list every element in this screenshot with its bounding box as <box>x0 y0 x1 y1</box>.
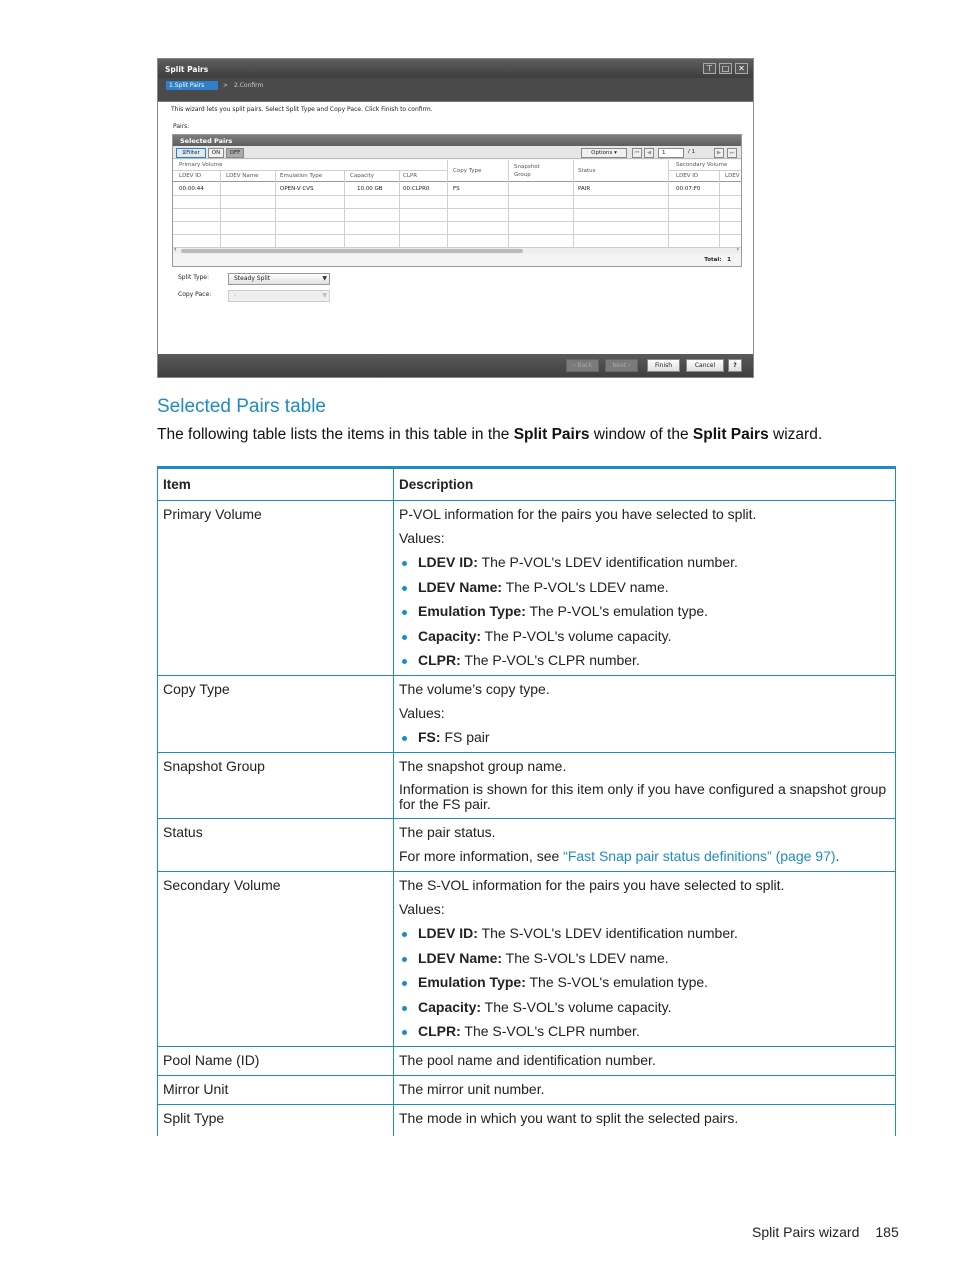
cell-s-ldev-id: 00:07:F0 <box>676 186 701 192</box>
col-capacity[interactable]: Capacity <box>350 173 375 179</box>
col-ldev-id[interactable]: LDEV ID <box>179 173 202 179</box>
value-key: Capacity: <box>418 627 482 644</box>
description-text: The S-VOL information for the pairs you have selected to split. <box>399 877 785 893</box>
list-item <box>399 999 890 1016</box>
description-cell: The pool name and identification number. <box>394 1047 896 1076</box>
cell-copy-type: FS <box>453 186 460 192</box>
description-text: Information is shown for this item only if you have configured a snapshot group for the FS pair. <box>399 781 887 812</box>
lead-bold: Split Pairs <box>513 426 590 443</box>
item-cell: Primary Volume <box>158 501 394 676</box>
item-cell: Mirror Unit <box>158 1076 394 1105</box>
value-text: The P-VOL's CLPR number. <box>460 652 640 668</box>
value-text: FS pair <box>440 729 490 745</box>
cancel-button[interactable]: Cancel <box>686 359 724 372</box>
description-text: For more information, see <box>399 848 564 864</box>
list-item <box>399 974 890 991</box>
value-key: Capacity: <box>418 998 482 1015</box>
selected-pairs-table <box>157 466 896 1136</box>
value-key: CLPR: <box>418 652 461 668</box>
value-text: The S-VOL's CLPR number. <box>460 1023 640 1039</box>
total-count <box>704 257 731 263</box>
window-title: Split Pairs <box>158 59 753 78</box>
table-row <box>158 1047 896 1076</box>
table-row <box>158 1105 896 1136</box>
table-row <box>158 1076 896 1105</box>
step-separator: > <box>223 82 229 89</box>
value-key: LDEV Name: <box>418 949 503 966</box>
item-cell: Copy Type <box>158 676 394 753</box>
copy-pace-label: Copy Pace: <box>178 291 212 298</box>
finish-button[interactable]: Finish <box>647 359 680 372</box>
value-key: LDEV ID: <box>418 925 478 941</box>
section-title: Selected Pairs table <box>157 396 326 417</box>
page-footer <box>752 1224 899 1240</box>
panel-toolbar <box>173 146 741 159</box>
cell-ldev-id: 00:00:44 <box>179 186 204 192</box>
copy-pace-value: - <box>234 292 237 299</box>
description-cell <box>394 872 896 1047</box>
table-row <box>158 501 896 676</box>
last-page-icon[interactable]: ⏭ <box>727 148 737 158</box>
next-page-icon[interactable]: ▶ <box>714 148 724 158</box>
split-type-label: Split Type: <box>178 274 210 281</box>
value-text: The S-VOL's emulation type. <box>525 974 709 990</box>
item-cell: Pool Name (ID) <box>158 1047 394 1076</box>
description-cell <box>394 753 896 819</box>
scroll-thumb[interactable] <box>181 249 523 253</box>
pin-icon[interactable]: ⊤ <box>703 63 716 74</box>
chevron-down-icon: ▼ <box>322 292 327 299</box>
item-cell: Split Type <box>158 1105 394 1136</box>
value-text: The P-VOL's emulation type. <box>525 603 709 619</box>
table-row <box>158 676 896 753</box>
total-label: Total: <box>704 257 722 263</box>
value-text: The P-VOL's LDEV identification number. <box>477 554 738 570</box>
page-number: 185 <box>875 1224 899 1240</box>
lead-text: wizard. <box>768 426 823 443</box>
lead-text: window of the <box>589 426 693 443</box>
wizard-footer <box>158 354 753 377</box>
item-cell: Status <box>158 819 394 872</box>
col-emulation-type[interactable]: Emulation Type <box>280 173 323 179</box>
value-text: The S-VOL's volume capacity. <box>481 998 672 1015</box>
description-text: Values: <box>399 705 445 721</box>
first-page-icon[interactable]: ⏮ <box>632 148 642 158</box>
status-definitions-link[interactable]: “Fast Snap pair status definitions” (page 97) <box>563 848 836 864</box>
filter-button[interactable]: ⧖Filter <box>176 148 206 158</box>
list-item <box>399 554 890 571</box>
step-split-pairs: 1.Split Pairs <box>166 81 218 90</box>
list-item <box>399 729 890 746</box>
description-text: The snapshot group name. <box>399 758 567 774</box>
prev-page-icon[interactable]: ◀ <box>644 148 654 158</box>
description-text: Values: <box>399 901 445 917</box>
description-text: Values: <box>399 530 445 546</box>
value-text: The S-VOL's LDEV identification number. <box>477 925 738 941</box>
col-s-ldev-name[interactable]: LDEV <box>725 173 740 179</box>
list-item <box>399 652 890 669</box>
pairs-grid <box>173 160 741 248</box>
wizard-steps <box>158 78 753 102</box>
list-item <box>399 603 890 620</box>
cell-capacity: 10.00 GB <box>357 186 383 192</box>
list-item <box>399 628 890 645</box>
value-key: LDEV ID: <box>418 554 478 570</box>
value-key: CLPR: <box>418 1023 461 1039</box>
help-button[interactable]: ? <box>728 359 742 372</box>
col-s-ldev-id[interactable]: LDEV ID <box>676 173 699 179</box>
table-row <box>158 872 896 1047</box>
value-text: The P-VOL's LDEV name. <box>502 578 669 595</box>
col-snapshot-group[interactable]: Snapshot Group <box>514 164 540 178</box>
panel-title: Selected Pairs <box>173 135 741 146</box>
item-cell: Secondary Volume <box>158 872 394 1047</box>
chevron-down-icon: ▼ <box>322 275 327 282</box>
cell-clpr: 00:CLPR0 <box>403 186 430 192</box>
primary-volume-header: Primary Volume <box>179 162 223 168</box>
header-description: Description <box>394 468 896 501</box>
pairs-label: Pairs: <box>173 123 190 130</box>
col-copy-type[interactable]: Copy Type <box>453 168 482 174</box>
scroll-right-icon[interactable]: › <box>736 246 739 253</box>
description-text <box>399 848 890 865</box>
description-cell <box>394 819 896 872</box>
step-confirm: 2.Confirm <box>234 82 264 89</box>
split-type-value: Steady Split <box>234 275 271 282</box>
lead-text: The following table lists the items in this table in the <box>157 426 514 443</box>
description-text: P-VOL information for the pairs you have selected to split. <box>399 506 757 522</box>
copy-pace-select[interactable] <box>228 290 330 302</box>
value-text: The S-VOL's LDEV name. <box>502 949 669 966</box>
description-cell <box>394 676 896 753</box>
value-key: Emulation Type: <box>418 974 526 990</box>
description-text: . <box>835 848 840 864</box>
wizard-body <box>158 102 753 354</box>
col-clpr[interactable]: CLPR <box>403 173 418 179</box>
filter-on-button[interactable]: ON <box>208 148 224 158</box>
description-cell <box>394 501 896 676</box>
table-header-row <box>158 468 896 501</box>
back-button[interactable]: ‹ Back <box>566 359 599 372</box>
page-input[interactable]: 1 <box>658 148 684 158</box>
item-cell: Snapshot Group <box>158 753 394 819</box>
list-item <box>399 925 890 942</box>
split-type-select[interactable] <box>228 273 330 285</box>
list-item <box>399 950 890 967</box>
description-text: The volume’s copy type. <box>399 681 550 697</box>
maximize-icon[interactable]: □ <box>719 63 732 74</box>
description-text: The pair status. <box>399 824 496 840</box>
close-icon[interactable]: ✕ <box>735 63 748 74</box>
value-key: Emulation Type: <box>418 603 526 619</box>
value-key: FS: <box>418 729 441 745</box>
description-cell: The mirror unit number. <box>394 1076 896 1105</box>
footer-section: Split Pairs wizard <box>752 1224 860 1240</box>
next-button[interactable]: Next › <box>605 359 638 372</box>
table-row <box>158 819 896 872</box>
filter-off-button[interactable]: OFF <box>226 148 244 158</box>
split-pairs-screenshot <box>157 58 754 378</box>
wizard-intro: This wizard lets you split pairs. Select Split Type and Copy Pace. Click Finish to confirm. <box>171 106 433 113</box>
values-list <box>399 925 890 1040</box>
list-item <box>399 1023 890 1040</box>
header-item: Item <box>158 468 394 501</box>
total-value: 1 <box>727 257 731 263</box>
lead-paragraph <box>157 426 822 444</box>
value-key: LDEV Name: <box>418 578 503 595</box>
value-text: The P-VOL's volume capacity. <box>481 627 672 644</box>
horizontal-scrollbar[interactable] <box>173 247 741 254</box>
page-total: / 1 <box>688 149 696 155</box>
selected-pairs-panel <box>172 134 742 267</box>
scroll-left-icon[interactable]: ‹ <box>174 246 177 253</box>
cell-emulation-type: OPEN-V CVS <box>280 186 314 192</box>
values-list <box>399 554 890 669</box>
list-item <box>399 579 890 596</box>
cell-status: PAIR <box>578 186 591 192</box>
lead-bold: Split Pairs <box>692 426 769 443</box>
secondary-volume-header: Secondary Volume <box>676 162 728 168</box>
window-controls <box>703 63 748 74</box>
table-row <box>158 753 896 819</box>
col-ldev-name[interactable]: LDEV Name <box>226 173 259 179</box>
col-status[interactable]: Status <box>578 168 596 174</box>
options-dropdown[interactable]: Options ▾ <box>581 148 627 158</box>
description-cell: The mode in which you want to split the selected pairs. <box>394 1105 896 1136</box>
values-list <box>399 729 890 746</box>
